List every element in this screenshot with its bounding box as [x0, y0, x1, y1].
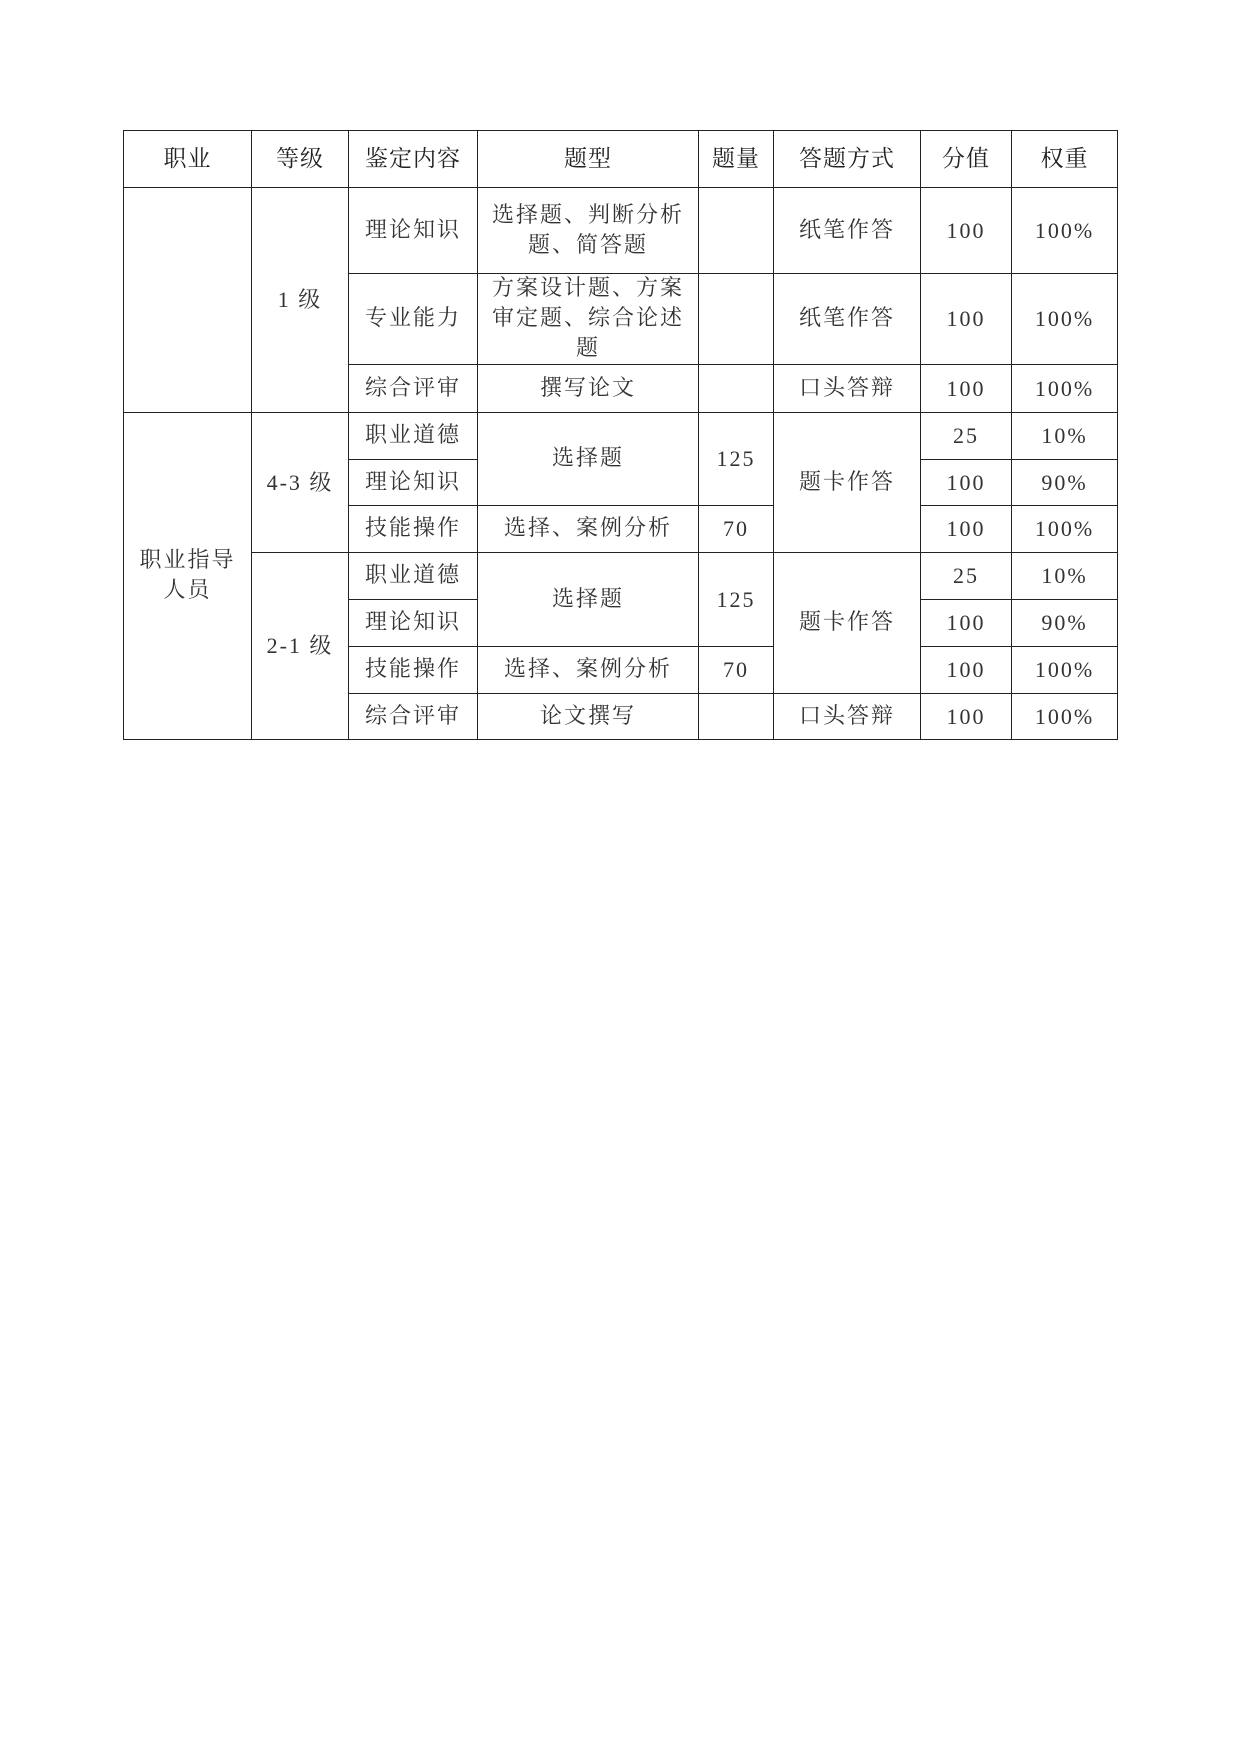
weight-cell: 10%: [1012, 413, 1118, 460]
table-header-row: [124, 131, 1118, 188]
method-cell: 纸笔作答: [774, 274, 921, 365]
method-cell: 口头答辩: [774, 365, 921, 413]
header-answer-method: 答题方式: [774, 131, 921, 188]
weight-cell: 100%: [1012, 188, 1118, 274]
score-cell: 100: [921, 274, 1012, 365]
header-level: 等级: [252, 131, 349, 188]
table-row: [124, 413, 1118, 460]
header-question-type: 题型: [478, 131, 699, 188]
method-cell: 纸笔作答: [774, 188, 921, 274]
content-cell: 综合评审: [349, 365, 478, 413]
header-content: 鉴定内容: [349, 131, 478, 188]
score-cell: 100: [921, 188, 1012, 274]
score-cell: 100: [921, 694, 1012, 740]
content-cell: 职业道德: [349, 553, 478, 600]
count-cell: [699, 274, 774, 365]
count-cell: [699, 365, 774, 413]
type-cell: 方案设计题、方案审定题、综合论述题: [478, 274, 699, 365]
weight-cell: 90%: [1012, 460, 1118, 506]
type-cell: 撰写论文: [478, 365, 699, 413]
weight-cell: 100%: [1012, 365, 1118, 413]
count-cell: [699, 694, 774, 740]
table-row: [124, 188, 1118, 274]
occupation-cell: 职业指导人员: [124, 413, 252, 740]
score-cell: 100: [921, 365, 1012, 413]
type-cell: 选择题: [478, 553, 699, 647]
header-score: 分值: [921, 131, 1012, 188]
score-cell: 100: [921, 600, 1012, 647]
content-cell: 理论知识: [349, 188, 478, 274]
score-cell: 100: [921, 506, 1012, 553]
method-cell: 题卡作答: [774, 413, 921, 553]
count-cell: 125: [699, 553, 774, 647]
count-cell: 70: [699, 506, 774, 553]
type-cell: 选择、案例分析: [478, 506, 699, 553]
exam-structure-table: [123, 130, 1118, 740]
content-cell: 技能操作: [349, 506, 478, 553]
occupation-cell-empty: [124, 188, 252, 413]
type-cell: 选择、案例分析: [478, 647, 699, 694]
level-cell: 1 级: [252, 188, 349, 413]
content-cell: 技能操作: [349, 647, 478, 694]
weight-cell: 100%: [1012, 694, 1118, 740]
count-cell: 70: [699, 647, 774, 694]
score-cell: 100: [921, 460, 1012, 506]
method-cell: 题卡作答: [774, 553, 921, 694]
type-cell: 选择题: [478, 413, 699, 506]
content-cell: 专业能力: [349, 274, 478, 365]
level-cell: 4-3 级: [252, 413, 349, 553]
weight-cell: 100%: [1012, 506, 1118, 553]
type-cell: 选择题、判断分析题、简答题: [478, 188, 699, 274]
weight-cell: 100%: [1012, 274, 1118, 365]
count-cell: [699, 188, 774, 274]
count-cell: 125: [699, 413, 774, 506]
header-question-count: 题量: [699, 131, 774, 188]
content-cell: 理论知识: [349, 600, 478, 647]
level-cell: 2-1 级: [252, 553, 349, 740]
content-cell: 职业道德: [349, 413, 478, 460]
header-occupation: 职业: [124, 131, 252, 188]
score-cell: 25: [921, 413, 1012, 460]
score-cell: 25: [921, 553, 1012, 600]
content-cell: 综合评审: [349, 694, 478, 740]
weight-cell: 10%: [1012, 553, 1118, 600]
score-cell: 100: [921, 647, 1012, 694]
header-weight: 权重: [1012, 131, 1118, 188]
weight-cell: 100%: [1012, 647, 1118, 694]
weight-cell: 90%: [1012, 600, 1118, 647]
method-cell: 口头答辩: [774, 694, 921, 740]
content-cell: 理论知识: [349, 460, 478, 506]
table-row: [124, 553, 1118, 600]
type-cell: 论文撰写: [478, 694, 699, 740]
